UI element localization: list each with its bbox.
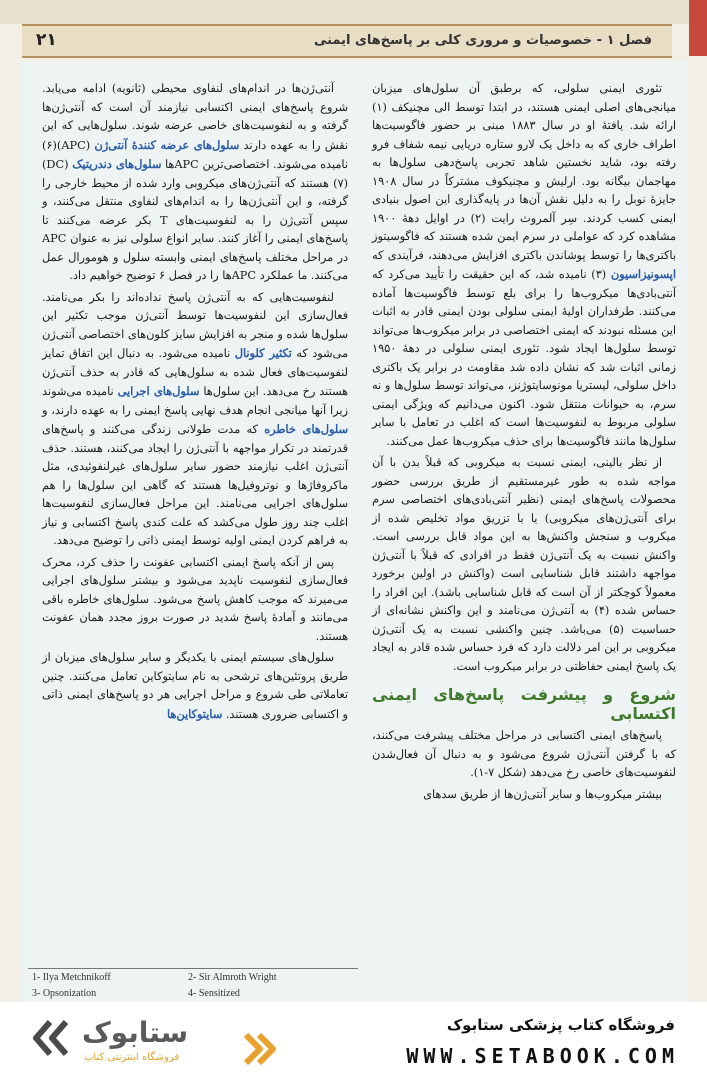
paragraph bbox=[42, 289, 348, 551]
left-column bbox=[42, 80, 348, 727]
paragraph bbox=[42, 649, 348, 724]
logo-text: ستابوک bbox=[82, 1016, 189, 1049]
term-clonal-expansion: تکثیر کلونال bbox=[234, 346, 292, 360]
paragraph-text: (APC)(۶) نامیده می‌شوند. اختصاصی‌ترین APCها bbox=[42, 138, 348, 171]
chevron-right-icon bbox=[242, 1032, 278, 1066]
paragraph-text: (۳) نامیده شد، که این حقیقت را تأیید می‌کرد که آنتی‌بادی‌ها میکروب‌ها را برای بلع توسط فاگوسیت‌ها آماده می‌کنند. طرفداران اولیهٔ ایمنی سلولی بودن ایمنی قادر به اثبات این مسئله نبودند که ایمنی اختصاصی در برابر میکروب‌ها می‌تواند توسط سلول‌ها ایجاد شود. تئوری ایمنی سلولی در دههٔ ۱۹۵۰ زمانی اثبات شد که نشان داده شد مقاومت در برابر یک باکتری داخل سلولی، لیستریا مونوسایتوژنز، می‌تواند توسط سلول‌ها و نه سرم، به حیوانات منتقل شود. اکنون می‌دانیم که ویژگی ایمنی سلولی مربوط به لنفوسیت‌ها است که اغلب در تعامل با سایر سلول‌ها مانند فاگوسیت‌ها برای حذف میکروب‌ها عمل می‌کنند. bbox=[372, 268, 676, 448]
footnotes bbox=[28, 968, 358, 1003]
footnote: 4- Sensitized bbox=[188, 988, 240, 999]
term-cytokines: سایتوکاین‌ها bbox=[166, 706, 223, 721]
logo-subtitle: فروشگاه اینترنتی کتاب bbox=[84, 1052, 180, 1063]
paragraph-text: سلول‌های سیستم ایمنی با یکدیگر و سایر سلول‌های میزبان از طریق پروتئین‌های ترشحی به نام سایتوکاین تعامل می‌کنند. چنین تعاملاتی طی شروع و مراحل اجرایی هر دو پاسخ‌های ایمنی ذاتی و اکتسابی ضروری هستند. bbox=[42, 651, 348, 721]
paragraph-text: نامیده می‌شوند زیرا آنها میانجی انجام هدف نهایی پاسخ ایمنی را به عهده دارند، و bbox=[42, 385, 348, 417]
paragraph: از نظر بالینی، ایمنی نسبت به میکروبی که قبلاً بدن با آن مواجه شده به طور غیرمستقیم از طریق بررسی حضور محصولات پاسخ‌های ایمنی (نظیر آنتی‌بادی‌های اختصاصی سرم برای آنتی‌ژن‌های میکروبی) یا با تزریق مواد تخلیص شده از میکروب و سنجش واکنش‌ها به این مواد قابل بررسی است. واکنش نسبت به یک آنتی‌ژن فقط در افرادی که قبلاً با آنتی‌ژن مواجهه داشتند قابل شناسایی است (واکنش در اولین برخورد معمولاً کوچکتر از آن است که قابل شناسایی باشد). این افراد را حساس شده (۴) به آنتی‌ژن می‌نامند و این واکنش نشانه‌ای از حساسیت (۵) می‌باشد. چنین واکنشی نسبت به یک آنتی‌ژن میکروبی بر این امر دلالت دارد که فرد حساس شده قادر به ایجاد یک پاسخ ایمنی حفاظتی در برابر میکروب است. bbox=[372, 456, 677, 673]
chapter-title: فصل ۱ - خصوصیات و مروری کلی بر پاسخ‌های ایمنی bbox=[313, 33, 652, 48]
store-footer bbox=[0, 1002, 707, 1080]
paragraph-text: تئوری ایمنی سلولی، که برطبق آن سلول‌های میزبان میانجی‌های اصلی ایمنی هستند، در ابتدا توسط الی مچنیکف (۱) ارائه شد. یافتهٔ او در سال ۱۸۸۳ مبنی بر حضور فاگوسیت‌ها اطراف خاری که به داخل یک لارو ستاره دریایی نیمه شفاف فرو رفته بود، شاید نخستین شاهد تجربی پاسخ‌دهی سلول‌ها به مهاجمان بیگانه بود. ارلیش و مچنیکوف مشترکاً در سال ۱۹۰۸ جایزهٔ نوبل را به دلیل نقش آن‌ها در پایه‌گذاری این اصول بنیادی ایمنی کسب کردند. سِر آلمروث رایت (۲) در اوایل دههٔ ۱۹۰۰ مشاهده کرد که عواملی در سرم ایمن شده هستند که فاگوسیتوز باکتری‌ها را توسط پوشاندن باکتری افزایش می‌دهند، فرآیندی که bbox=[372, 82, 676, 262]
paragraph bbox=[372, 80, 676, 451]
paragraph: پس از آنکه پاسخ ایمنی اکتسابی عفونت را حذف کرد، محرک فعال‌سازی لنفوسیت ناپدید می‌شود و بیشتر سلول‌های اجرایی می‌میرند که موجب کاهش پاسخ می‌شود. سلول‌های خاطره باقی می‌مانند و آمادهٔ پاسخ شدید در صورت بروز مجدد همان عفونت هستند. bbox=[42, 555, 348, 643]
page-top-edge bbox=[0, 0, 707, 24]
paragraph-text: آنتی‌ژن‌ها در اندام‌های لنفاوی محیطی (ثانویه) ادامه می‌یابد. شروع پاسخ‌های ایمنی اکتسابی نیازمند آن است که آنتی‌ژن‌ها گرفته و به لنفوسیت‌های خاصی عرضه شوند. سلول‌هایی که این نقش را به عهده دارند bbox=[42, 82, 348, 152]
store-url-link[interactable]: WWW.SETABOOK.COM bbox=[406, 1044, 679, 1068]
right-column bbox=[372, 80, 676, 807]
paragraph bbox=[42, 80, 348, 286]
footnote: 1- Ilya Metchnikoff bbox=[32, 972, 111, 983]
term-memory-cells: سلول‌های خاطره bbox=[264, 422, 348, 436]
footnote: 2- Sir Almroth Wright bbox=[188, 972, 277, 983]
paragraph: پاسخ‌های ایمنی اکتسابی در مراحل مختلف پیشرفت می‌کنند، که با گرفتن آنتی‌ژن شروع می‌شود و به دنبال آن فعال‌شدن لنفوسیت‌های خاصی رخ می‌دهد (شکل ۷-۱). bbox=[372, 729, 676, 779]
chapter-tab bbox=[689, 0, 707, 56]
term-effector-cells: سلول‌های اجرایی bbox=[117, 384, 200, 398]
page-number: ۲۱ bbox=[36, 30, 57, 50]
paragraph-text: (DC)(۷) هستند که آنتی‌ژن‌های میکروبی وارد شده از محیط خارجی را گرفته، و این آنتی‌ژن‌ها را به اندام‌های لنفاوی منتقل می‌کنند، و سپس آنتی‌ژن را به لنفوسیت‌های T بکر عرضه می‌کنند تا پاسخ‌های ایمنی را آغاز کنند. سایر انواع سلولی نیز به عنوان APC در مراحل مختلف پاسخ‌های ایمنی وابسته سلول و هومورال عمل می‌کنند. ما عملکرد APCها را در فصل ۶ توضیح خواهیم داد. bbox=[42, 158, 348, 282]
term-dendritic-cells: سلول‌های دندریتیک bbox=[72, 157, 162, 171]
logo-mark-icon bbox=[30, 1018, 76, 1058]
running-header bbox=[22, 24, 672, 58]
section-heading: شروع و پیشرفت پاسخ‌های ایمنی اکتسابی bbox=[372, 685, 676, 723]
paragraph-text: لنفوسیت‌هایی که به آنتی‌ژن پاسخ نداده‌اند را بکر می‌نامند. فعال‌سازی این لنفوسیت‌ها توسط آنتی‌ژن موجب تکثیر این سلول‌ها شده و منجر به افزایش سایز کلون‌های اختصاصی آنتی‌ژن می‌شود که bbox=[42, 290, 348, 360]
footnote: 3- Opsonization bbox=[32, 988, 97, 999]
term-apc: سلول‌های عرضه کنندهٔ آنتی‌ژن bbox=[94, 137, 240, 152]
paragraph-text: نامیده می‌شود. به دنبال این اتفاق تمایز لنفوسیت‌های فعال شده به سلول‌هایی که قادر به حذف آنتی‌ژن هستند رخ می‌دهد. این سلول‌ها bbox=[42, 347, 349, 398]
paragraph-text: که مدت طولانی زندگی می‌کنند و پاسخ‌های قدرتمند در تکرار مواجهه با آنتی‌ژن را ایجاد می‌کنند، هستند. حذف آنتی‌ژن اغلب نیازمند حضور سایر سلول‌های غیرلنفوئیدی، مثل ماکروفاژها و نوتروفیل‌ها هستند که گاهی این سلول‌ها را هم سلول‌های اجرایی می‌نامند. این مراحل فعال‌سازی لنفوسیت‌ها اغلب چند روز طول می‌کشد که علت کندی پاسخ اکتسابی و نیاز به فراهم کردن ایمنی اولیه توسط ایمنی ذاتی را توضیح می‌دهد. bbox=[42, 423, 348, 547]
store-name: فروشگاه کتاب پزشکی ستابوک bbox=[446, 1016, 675, 1034]
term-opsonization: اپسونیزاسیون bbox=[610, 267, 677, 281]
store-logo[interactable] bbox=[30, 1014, 280, 1070]
paragraph: بیشتر میکروب‌ها و سایر آنتی‌ژن‌ها از طریق سدهای bbox=[423, 787, 662, 801]
